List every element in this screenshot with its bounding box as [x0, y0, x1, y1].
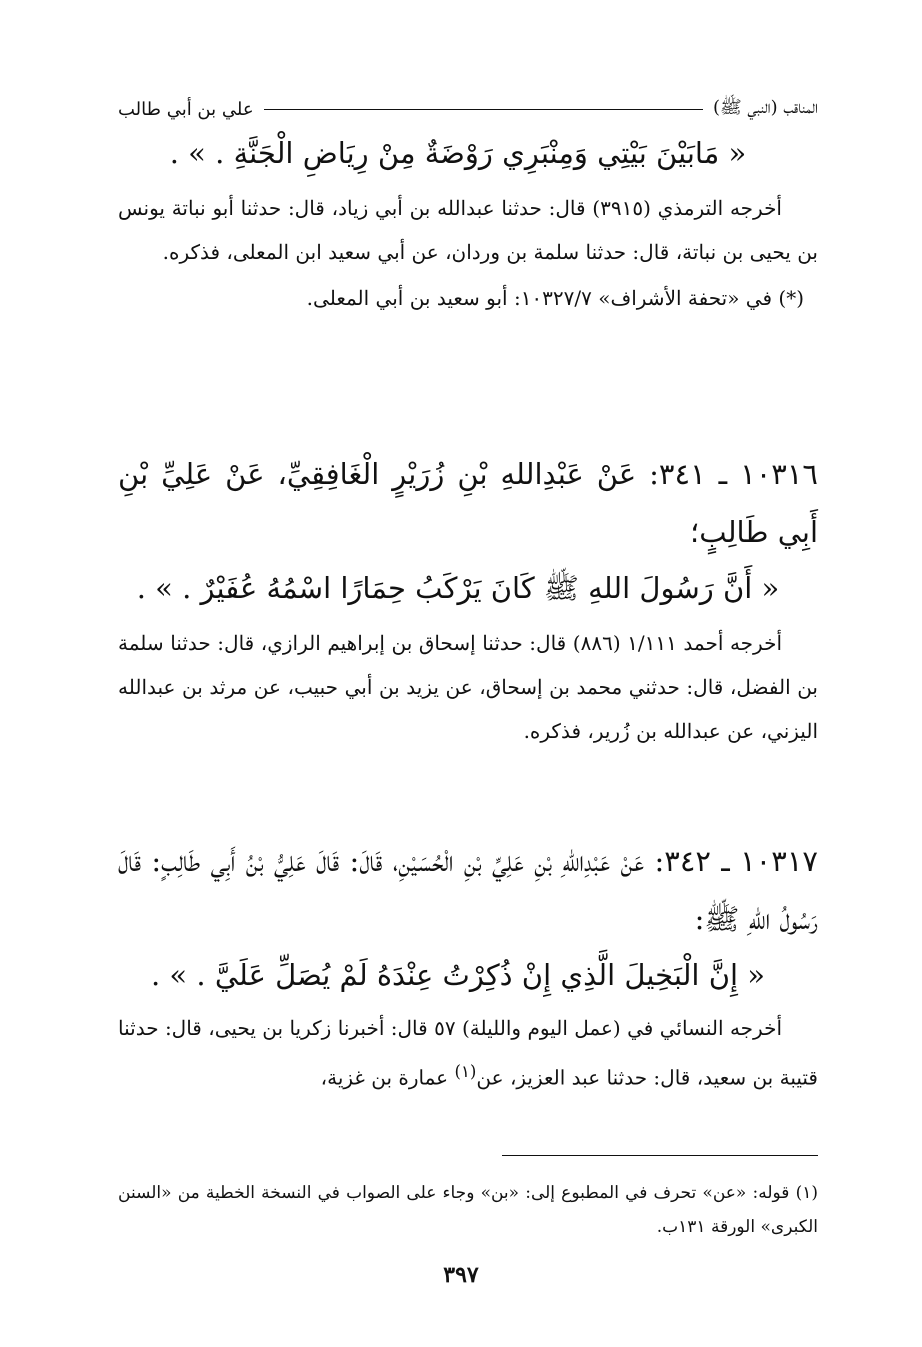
- top-takhrij: أخرجه الترمذي (٣٩١٥) قال: حدثنا عبدالله بن أبي زياد، قال: حدثنا أبو نباتة يونس بن يحيى بن نباتة، قال: حدثنا سلمة بن وردان، عن أبي سعيد ابن المعلى، فذكره.: [118, 196, 818, 264]
- hadith-takhrij: أخرجه أحمد ١/١١١ (٨٨٦) قال: حدثنا إسحاق بن إبراهيم الرازي، قال: حدثنا سلمة بن الفضل، قال: حدثني محمد بن إسحاق، عن يزيد بن أبي حبيب، عن مرثد بن عبدالله اليزني، عن عبدالله بن زُرير، فذكره.: [118, 631, 818, 743]
- running-header: [118, 94, 818, 124]
- hadith-matn: « أَنَّ رَسُولَ اللهِ ﷺ كَانَ يَرْكَبُ حِمَارًا اسْمُهُ عُفَيْرٌ . » .: [136, 571, 780, 605]
- footnote-rule: [502, 1155, 818, 1156]
- top-continuation: [118, 128, 818, 318]
- hadith-heading: ١٠٣١٦ ـ ٣٤١: عَنْ عَبْدِاللهِ بْنِ زُرَيْرٍ الْغَافِقِيِّ، عَنْ عَلِيِّ بْنِ أَبِي طَالِبٍ؛: [118, 457, 819, 549]
- header-chapter-title: علي بن أبي طالب: [118, 98, 254, 120]
- takhrij-text-end: عمارة بن غزية،: [320, 1065, 455, 1090]
- hadith-matn: « إِنَّ الْبَخِيلَ الَّذِي إِنْ ذُكِرْتُ عِنْدَهُ لَمْ يُصَلِّ عَلَيَّ . » .: [150, 958, 766, 992]
- hadith-heading: ١٠٣١٧ ـ ٣٤٢: عَنْ عَبْدِاللهِ بْنِ عَلِيِّ بْنِ الْحُسَيْنِ، قَالَ: قَالَ عَلِيُّ بْنُ أَبِي طَالِبٍ: قَالَ رَسُولُ اللهِ ﷺ:: [118, 844, 818, 936]
- footnote: (١) قوله: «عن» تحرف في المطبوع إلى: «بن» وجاء على الصواب في النسخة الخطية من «السنن الكبرى» الورقة ١٣١ب.: [118, 1183, 818, 1237]
- page-number: ٣٩٧: [443, 1262, 479, 1288]
- top-matn: « مَابَيْنَ بَيْتِي وَمِنْبَرِي رَوْضَةٌ مِنْ رِيَاضِ الْجَنَّةِ . » .: [169, 136, 747, 170]
- hadith-10316: [118, 445, 818, 753]
- takhrij-text: أخرجه النسائي في (عمل اليوم والليلة) ٥٧ قال: أخبرنا زكريا بن يحيى، قال: حدثنا قتيبة بن سعيد، قال: حدثنا عبد العزيز، عن: [118, 1016, 818, 1090]
- hadith-10317: [118, 832, 818, 1100]
- hadith-takhrij: [118, 1006, 818, 1100]
- header-rule: [264, 109, 703, 110]
- header-section-title: المناقب (النبي ﷺ): [712, 97, 818, 118]
- footnote-marker: (١): [454, 1062, 477, 1081]
- top-note: (*) في «تحفة الأشراف» ١٠٣٢٧/٧: أبو سعيد بن أبي المعلى.: [306, 286, 804, 310]
